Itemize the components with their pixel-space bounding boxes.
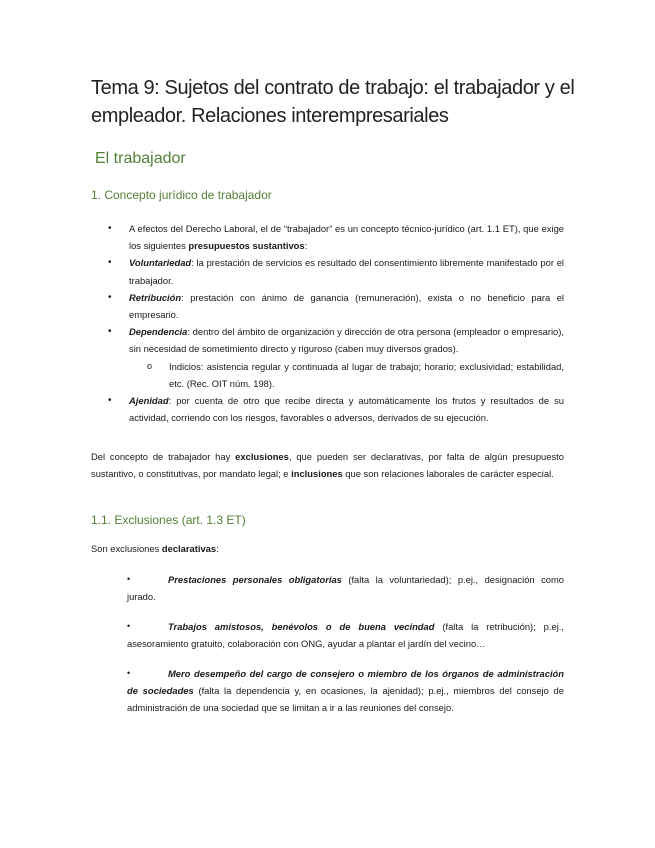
bullet-icon: • (108, 257, 112, 269)
subsection-heading-concepto: 1. Concepto jurídico de trabajador (91, 188, 272, 202)
section-heading: El trabajador (95, 150, 186, 167)
exclusiones-intro: Son exclusiones declarativas: (91, 543, 219, 554)
exclusion-item-3 (127, 665, 564, 717)
subsection-heading-exclusiones: 1.1. Exclusiones (art. 1.3 ET) (91, 513, 246, 527)
presupuestos-list (108, 220, 564, 426)
bullet-icon: • (108, 395, 112, 407)
bullet-icon: • (127, 668, 131, 678)
list-item: • A efectos del Derecho Laboral, el de “trabajador” es un concepto técnico-jurídico (art. 1.1 ET), que exige los siguientes presupuestos sustantivos: (108, 220, 564, 254)
exclusion-item-2 (127, 618, 564, 652)
exclusion-item-1 (127, 571, 564, 605)
bullet-icon: • (108, 291, 112, 303)
list-item: • Ajenidad: por cuenta de otro que recibe directa y automáticamente los frutos y resultados de su actividad, corriendo con los riesgos, favorables o adversos, derivados de su ejecución. (108, 392, 564, 426)
list-item: • Trabajos amistosos, benévolos o de buena vecindad (falta la retribución); p.ej., asesoramiento gratuito, colaboración con ONG, ayudar a plantar el jardín del vecino… (127, 618, 564, 652)
bullet-icon: • (108, 223, 112, 234)
paragraph-exclusiones-inclusiones: Del concepto de trabajador hay exclusiones, que pueden ser declarativas, por falta de algún presupuesto sustantivo, o constitutivas, por mandato legal; e inclusiones que son relaciones laborales de carácter especial. (91, 451, 564, 480)
list-item: • Prestaciones personales obligatorias (falta la voluntariedad); p.ej., designación como jurado. (127, 571, 564, 605)
list-item: • Dependencia: dentro del ámbito de organización y dirección de otra persona (empleador o empresario), sin necesidad de sometimiento directo y riguroso (caben muy diversos grados). o Indicios: asistencia regular y continuada al lugar de trabajo; horario; exclusividad; estabilidad, etc. (Rec. OIT núm. 198). (108, 323, 564, 392)
circle-bullet-icon: o (147, 360, 153, 371)
document-title: Tema 9: Sujetos del contrato de trabajo: el trabajador y el empleador. Relaciones interempresariales (91, 77, 575, 127)
sub-list-item: o Indicios: asistencia regular y continuada al lugar de trabajo; horario; exclusividad; estabilidad, etc. (Rec. OIT núm. 198). (129, 358, 564, 392)
sub-list (129, 358, 564, 392)
bullet-icon: • (127, 574, 131, 584)
list-item: • Voluntariedad: la prestación de servicios es resultado del consentimiento libremente manifestado por el trabajador. (108, 254, 564, 288)
list-item: • Mero desempeño del cargo de consejero o miembro de los órganos de administración de sociedades (falta la dependencia y, en ocasiones, la ajenidad); p.ej., miembros del consejo de administración de una sociedad que se limitan a ir a las reuniones del consejo. (127, 665, 564, 717)
list-item: • Retribución: prestación con ánimo de ganancia (remuneración), exista o no beneficio para el empresario. (108, 289, 564, 323)
bullet-icon: • (127, 621, 131, 631)
bullet-icon: • (108, 326, 112, 338)
